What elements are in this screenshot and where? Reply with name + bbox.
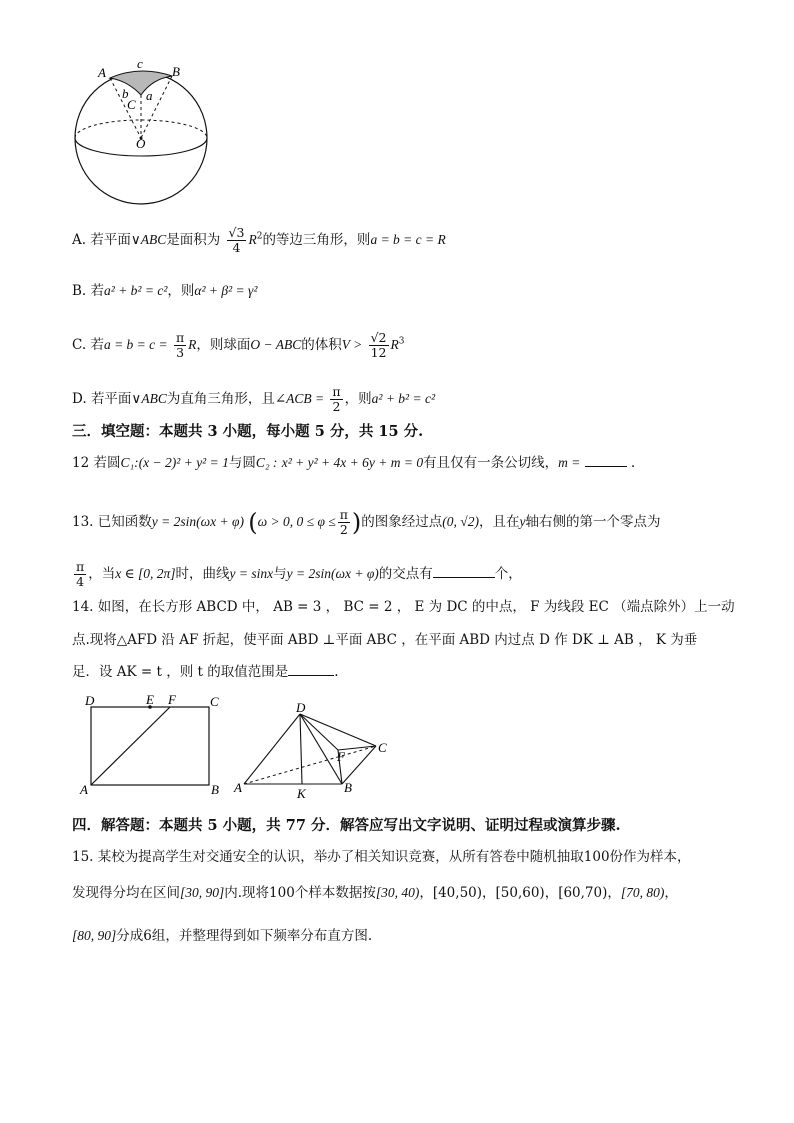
answer-blank[interactable]: [288, 663, 334, 676]
label-F: F: [168, 692, 176, 707]
label-C: C: [378, 740, 387, 755]
label-a: a: [146, 88, 153, 103]
section-heading-4: 四．解答题：本题共 5 小题，共 77 分．解答应写出文字说明、证明过程或演算步骤.: [72, 817, 621, 834]
label-D: D: [296, 700, 306, 715]
option-d: D. 若平面∨ABC为直角三角形，且∠ACB = $\frac{\pi}{2}$ ，则a² + b² = c²: [72, 384, 435, 414]
label-B: B: [172, 64, 180, 79]
question-14-line2: 点.现将△AFD 沿 AF 折起，使平面 ABD ⊥平面 ABC ，在平面 ABD 内过点 D 作 DK ⊥ AB ， K 为垂: [72, 632, 698, 648]
question-13-line1: 13. 已知函数y = 2sin(ωx + φ) (ω > 0, 0 ≤ φ ≤ $\frac{\pi}{2}$ )的图象经过点(0, √2)，且在y轴右侧的第一个零点为: [72, 507, 661, 537]
label-C: C: [127, 97, 136, 112]
label-c: c: [137, 56, 143, 71]
question-15-line3: [80, 90]分成6组，并整理得到如下频率分布直方图.: [72, 928, 373, 944]
fraction: $\frac{\pi}{2}$: [339, 507, 348, 537]
answer-blank[interactable]: [585, 454, 627, 467]
label-K: K: [297, 786, 306, 800]
label-A: A: [98, 65, 106, 80]
question-12: 12 若圆C₁:(x − 2)² + y² = 1与圆C₂ : x² + y² + 4x + 6y + m = 0有且仅有一条公切线，m = .: [72, 455, 636, 471]
label-A: A: [80, 782, 88, 797]
question-15-line1: 15. 某校为提高学生对交通安全的认识，举办了相关知识竞赛，从所有答卷中随机抽取100份作为样本，: [72, 849, 691, 865]
label-F: F: [337, 749, 345, 764]
option-c: C. 若a = b = c = $\frac{\pi}{3}$ R，则球面O − ABC的体积V > $\frac{√2}{12}$ $R^3$: [72, 330, 405, 360]
label-b: b: [122, 86, 129, 101]
label-E: E: [146, 692, 154, 707]
section-heading-3: 三．填空题：本题共 3 小题，每小题 5 分，共 15 分.: [72, 423, 424, 440]
question-14-line3: 足．设 AK = t ，则 t 的取值范围是 .: [72, 664, 339, 680]
sphere-figure: [60, 55, 230, 205]
label-C: C: [210, 694, 219, 709]
question-15-line2: 发现得分均在区间[30, 90]内.现将100个样本数据按[30, 40)，[40,50)，[50,60)，[60,70)，[70, 80)，: [72, 885, 678, 901]
question-13-line2: $\frac{\pi}{4}$ ，当x ∈ [0, 2π]时，曲线y = sinx与y = 2sin(ωx + φ)的交点有 个，: [76, 559, 522, 589]
fraction: $\frac{\pi}{3}$: [175, 330, 185, 360]
label-B: B: [211, 782, 219, 797]
fraction: $\frac{\pi}{2}$: [332, 384, 341, 414]
label-A: A: [234, 780, 242, 795]
folded-figure: [230, 700, 400, 800]
label-O: O: [136, 136, 146, 151]
fraction: $\frac{\pi}{4}$: [76, 559, 85, 589]
label-D: D: [85, 693, 95, 708]
rectangle-figure: [78, 690, 228, 800]
label-B: B: [344, 780, 352, 795]
question-14-line1: 14. 如图，在长方形 ABCD 中， AB = 3 ， BC = 2 ， E 为 DC 的中点， F 为线段 EC （端点除外）上一动: [72, 599, 735, 615]
fraction: $\frac{√2}{12}$: [370, 330, 387, 360]
option-b: B. 若a² + b² = c²，则α² + β² = γ²: [72, 283, 258, 299]
fraction: $\frac{√3}{4}$: [228, 225, 245, 255]
option-a: A. 若平面∨ABC是面积为 $\frac{√3}{4}$ $R^2$的等边三角形，则a = b = c = R: [72, 225, 446, 255]
answer-blank[interactable]: [433, 565, 495, 578]
